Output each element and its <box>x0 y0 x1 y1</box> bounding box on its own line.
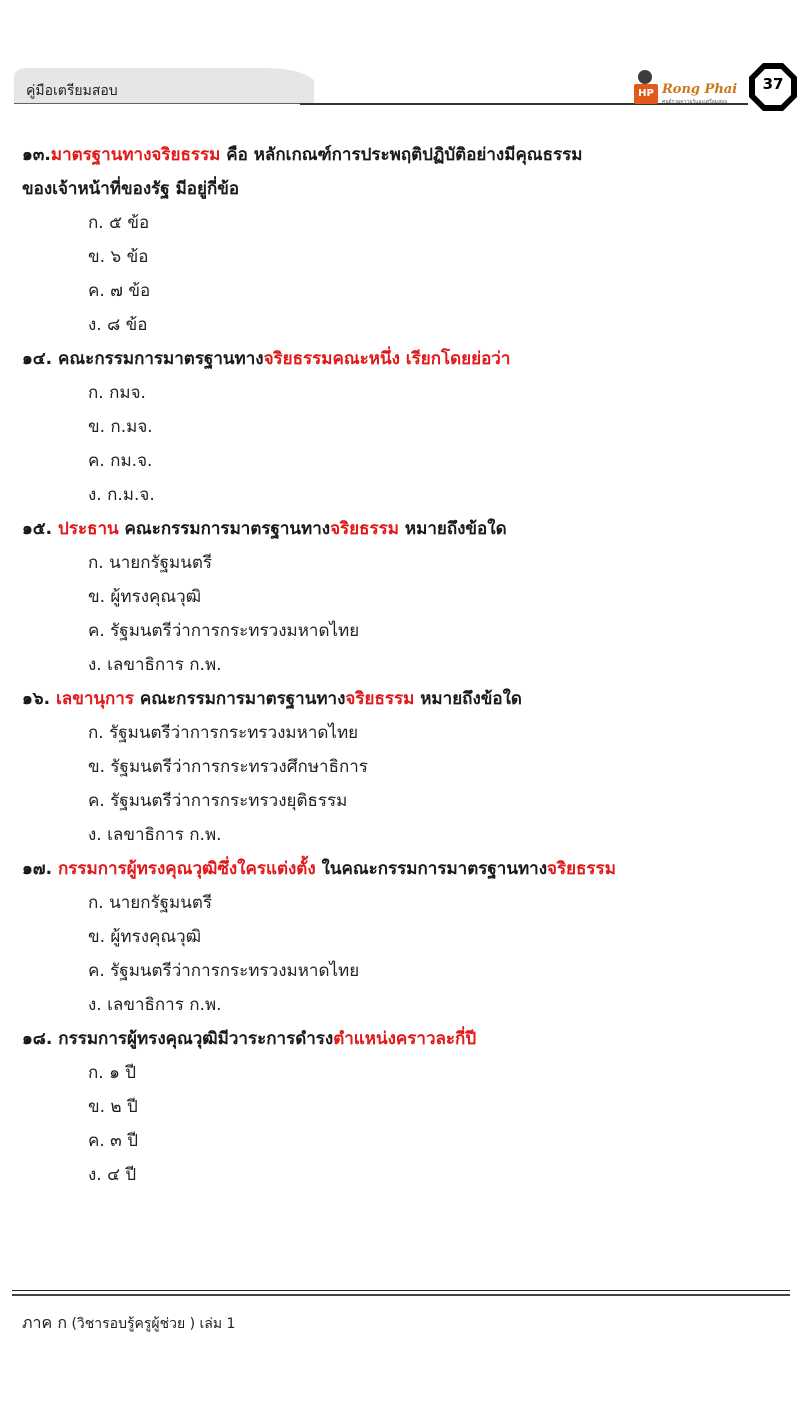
page-number: 37 <box>762 75 784 93</box>
question-block <box>22 138 792 342</box>
question-highlight: จริยธรรม <box>345 689 415 709</box>
rong-phai-logo <box>634 76 744 106</box>
question-block <box>22 342 792 512</box>
logo-text: Rong Phai <box>662 82 738 97</box>
question-text <box>22 852 792 886</box>
question-block <box>22 852 792 1022</box>
question-highlight: จริยธรรม <box>547 859 616 879</box>
question-block <box>22 1022 792 1192</box>
question-number: ๑๘. <box>22 1029 53 1049</box>
footer-label <box>22 1311 235 1336</box>
page-header <box>0 0 800 130</box>
answer-option: ค. รัฐมนตรีว่าการกระทรวงมหาดไทย <box>88 961 360 981</box>
question-text <box>22 1022 792 1056</box>
question-segment: หมายถึงข้อใด <box>399 519 507 539</box>
answer-option: ข. ๖ ข้อ <box>88 247 149 267</box>
answer-option: ค. รัฐมนตรีว่าการกระทรวงมหาดไทย <box>88 621 360 641</box>
answer-option: ง. ๘ ข้อ <box>88 315 148 335</box>
answer-option: ค. กม.จ. <box>88 451 153 471</box>
answer-option: ข. ผู้ทรงคุณวุฒิ <box>88 587 202 607</box>
question-text-continued: ของเจ้าหน้าที่ของรัฐ มีอยู่กี่ข้อ <box>22 179 240 199</box>
footer-rule <box>12 1290 790 1291</box>
answer-option: ข. ก.มจ. <box>88 417 153 437</box>
logo-person-icon <box>638 70 652 84</box>
answer-option: ข. รัฐมนตรีว่าการกระทรวงศึกษาธิการ <box>88 757 368 777</box>
question-highlight: จริยธรรม <box>330 519 399 539</box>
question-segment: ในคณะกรรมการมาตรฐานทาง <box>315 859 547 879</box>
question-block <box>22 512 792 682</box>
question-segment: หมายถึงข้อใด <box>414 689 522 709</box>
answer-option: ค. รัฐมนตรีว่าการกระทรวงยุติธรรม <box>88 791 348 811</box>
question-segment: คือ หลักเกณฑ์การประพฤติปฏิบัติอย่างมีคุณธรรม <box>220 145 583 165</box>
header-title: คู่มือเตรียมสอบ <box>26 83 118 99</box>
answer-option: ก. ๑ ปี <box>88 1063 137 1083</box>
question-highlight: ตำแหน่งคราวละกี่ปี <box>333 1029 477 1049</box>
question-number: ๑๓. <box>22 145 51 165</box>
answer-option: ค. ๓ ปี <box>88 1131 138 1151</box>
question-text <box>22 138 792 172</box>
answer-option: ข. ๒ ปี <box>88 1097 138 1117</box>
logo-mark: HP <box>634 84 658 104</box>
answer-option: ง. เลขาธิการ ก.พ. <box>88 995 222 1015</box>
question-number: ๑๗. <box>22 859 53 879</box>
footer-rule-thick <box>12 1294 790 1296</box>
question-segment: คณะกรรมการมาตรฐานทาง <box>133 689 346 709</box>
question-list <box>22 138 792 1192</box>
answer-option: ก. ๕ ข้อ <box>88 213 150 233</box>
question-number: ๑๖. <box>22 689 51 709</box>
answer-option: ง. ก.ม.จ. <box>88 485 155 505</box>
answer-option: ค. ๗ ข้อ <box>88 281 151 301</box>
question-segment: คณะกรรมการมาตรฐานทาง <box>52 349 264 369</box>
question-highlight: จริยธรรมคณะหนึ่ง เรียกโดยย่อว่า <box>263 349 511 369</box>
footer-part: ภาค ก <box>22 1313 68 1332</box>
logo-subtitle: ศูนย์รวมความรู้และเตรียมสอบ <box>662 99 728 105</box>
answer-option: ก. นายกรัฐมนตรี <box>88 553 213 573</box>
question-segment: คณะกรรมการมาตรฐานทาง <box>118 519 331 539</box>
question-highlight: กรรมการผู้ทรงคุณวุฒิซึ่งใครแต่งตั้ง <box>52 859 316 879</box>
answer-option: ก. รัฐมนตรีว่าการกระทรวงมหาดไทย <box>88 723 359 743</box>
question-text <box>22 342 792 376</box>
question-text <box>22 512 792 546</box>
question-block <box>22 682 792 852</box>
answer-option: ง. ๔ ปี <box>88 1165 137 1185</box>
question-highlight: เลขานุการ <box>50 689 134 709</box>
answer-option: ก. กมจ. <box>88 383 146 403</box>
question-number: ๑๕. <box>22 519 53 539</box>
question-number: ๑๔. <box>22 349 53 369</box>
question-highlight: มาตรฐานทางจริยธรรม <box>50 145 221 165</box>
footer-subject: (วิชารอบรู้ครูผู้ช่วย ) เล่ม 1 <box>67 1316 236 1332</box>
question-text <box>22 682 792 716</box>
question-highlight: ประธาน <box>52 519 119 539</box>
answer-option: ข. ผู้ทรงคุณวุฒิ <box>88 927 202 947</box>
answer-option: ก. นายกรัฐมนตรี <box>88 893 213 913</box>
answer-option: ง. เลขาธิการ ก.พ. <box>88 655 222 675</box>
answer-option: ง. เลขาธิการ ก.พ. <box>88 825 222 845</box>
question-segment: กรรมการผู้ทรงคุณวุฒิมีวาระการดำรง <box>52 1029 334 1049</box>
